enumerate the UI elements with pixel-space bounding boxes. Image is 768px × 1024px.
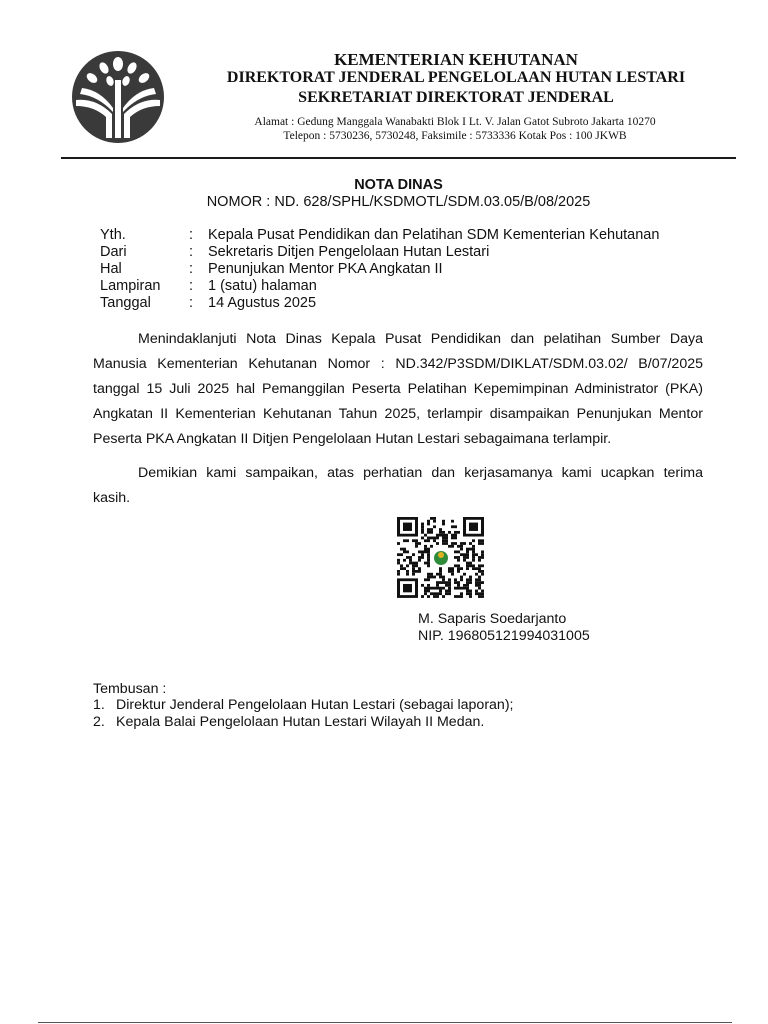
letterhead-divider [61, 157, 736, 159]
field-value-tanggal: 14 Agustus 2025 [208, 295, 317, 311]
body-paragraph-2 [93, 461, 703, 511]
office-address: Alamat : Gedung Manggala Wanabakti Blok I Lt. V. Jalan Gatot Subroto Jakarta 10270 [254, 116, 656, 128]
memo-title: NOTA DINAS [354, 177, 443, 193]
paragraph-line: Manusia Kementerian Kehutanan Nomor : ND.342/P3SDM/DIKLAT/SDM.03.02/ B/07/2025 [93, 356, 703, 372]
signer-nip: NIP. 196805121994031005 [418, 628, 590, 644]
field-separator: : [189, 261, 194, 277]
office-contact: Telepon : 5730236, 5730248, Faksimile : 5733336 Kotak Pos : 100 JKWB [283, 130, 627, 142]
memo-number: NOMOR : ND. 628/SPHL/KSDMOTL/SDM.03.05/B/08/2025 [206, 194, 591, 210]
body-paragraph-1 [93, 327, 703, 452]
field-label-tanggal: Tanggal [100, 295, 151, 311]
paragraph-line: Peserta PKA Angkatan II Ditjen Pengelolaan Hutan Lestari sebagaimana terlampir. [93, 431, 612, 447]
qr-code-signature-icon [396, 516, 486, 600]
signer-name: M. Saparis Soedarjanto [418, 611, 567, 627]
field-label-dari: Dari [100, 244, 127, 260]
cc-item-number: 2. [93, 714, 105, 730]
cc-label: Tembusan : [93, 681, 167, 697]
cc-item [93, 697, 514, 713]
field-separator: : [189, 227, 194, 243]
field-label-lampiran: Lampiran [100, 278, 161, 294]
cc-item-text: Direktur Jenderal Pengelolaan Hutan Lestari (sebagai laporan); [116, 697, 514, 713]
field-label-hal: Hal [100, 261, 122, 277]
paragraph-line: Menindaklanjuti Nota Dinas Kepala Pusat Pendidikan dan pelatihan Sumber Daya [138, 331, 703, 347]
field-value-hal: Penunjukan Mentor PKA Angkatan II [208, 261, 443, 277]
field-value-yth: Kepala Pusat Pendidikan dan Pelatihan SDM Kementerian Kehutanan [208, 227, 660, 243]
field-separator: : [189, 244, 194, 260]
field-value-dari: Sekretaris Ditjen Pengelolaan Hutan Lestari [208, 244, 490, 260]
paragraph-line: Demikian kami sampaikan, atas perhatian dan kerjasamanya kami ucapkan terima [138, 465, 703, 481]
field-value-lampiran: 1 (satu) halaman [208, 278, 317, 294]
paragraph-line: Angkatan II Kementerian Kehutanan Tahun 2025, terlampir disampaikan Penunjukan Mentor [93, 406, 703, 422]
ministry-name: KEMENTERIAN KEHUTANAN [334, 50, 578, 69]
footer-divider [38, 1022, 732, 1023]
ministry-logo-icon [66, 50, 170, 144]
paragraph-line: kasih. [93, 490, 131, 506]
cc-item-number: 1. [93, 697, 105, 713]
field-separator: : [189, 278, 194, 294]
field-separator: : [189, 295, 194, 311]
paragraph-line: tanggal 15 Juli 2025 hal Pemanggilan Peserta Pelatihan Kepemimpinan Administrator (PKA) [93, 381, 703, 397]
directorate-name: DIREKTORAT JENDERAL PENGELOLAAN HUTAN LESTARI [226, 69, 686, 86]
cc-item-text: Kepala Balai Pengelolaan Hutan Lestari Wilayah II Medan. [116, 714, 485, 730]
secretariat-name: SEKRETARIAT DIREKTORAT JENDERAL [298, 89, 614, 106]
field-label-yth: Yth. [100, 227, 126, 243]
cc-item [93, 714, 484, 730]
